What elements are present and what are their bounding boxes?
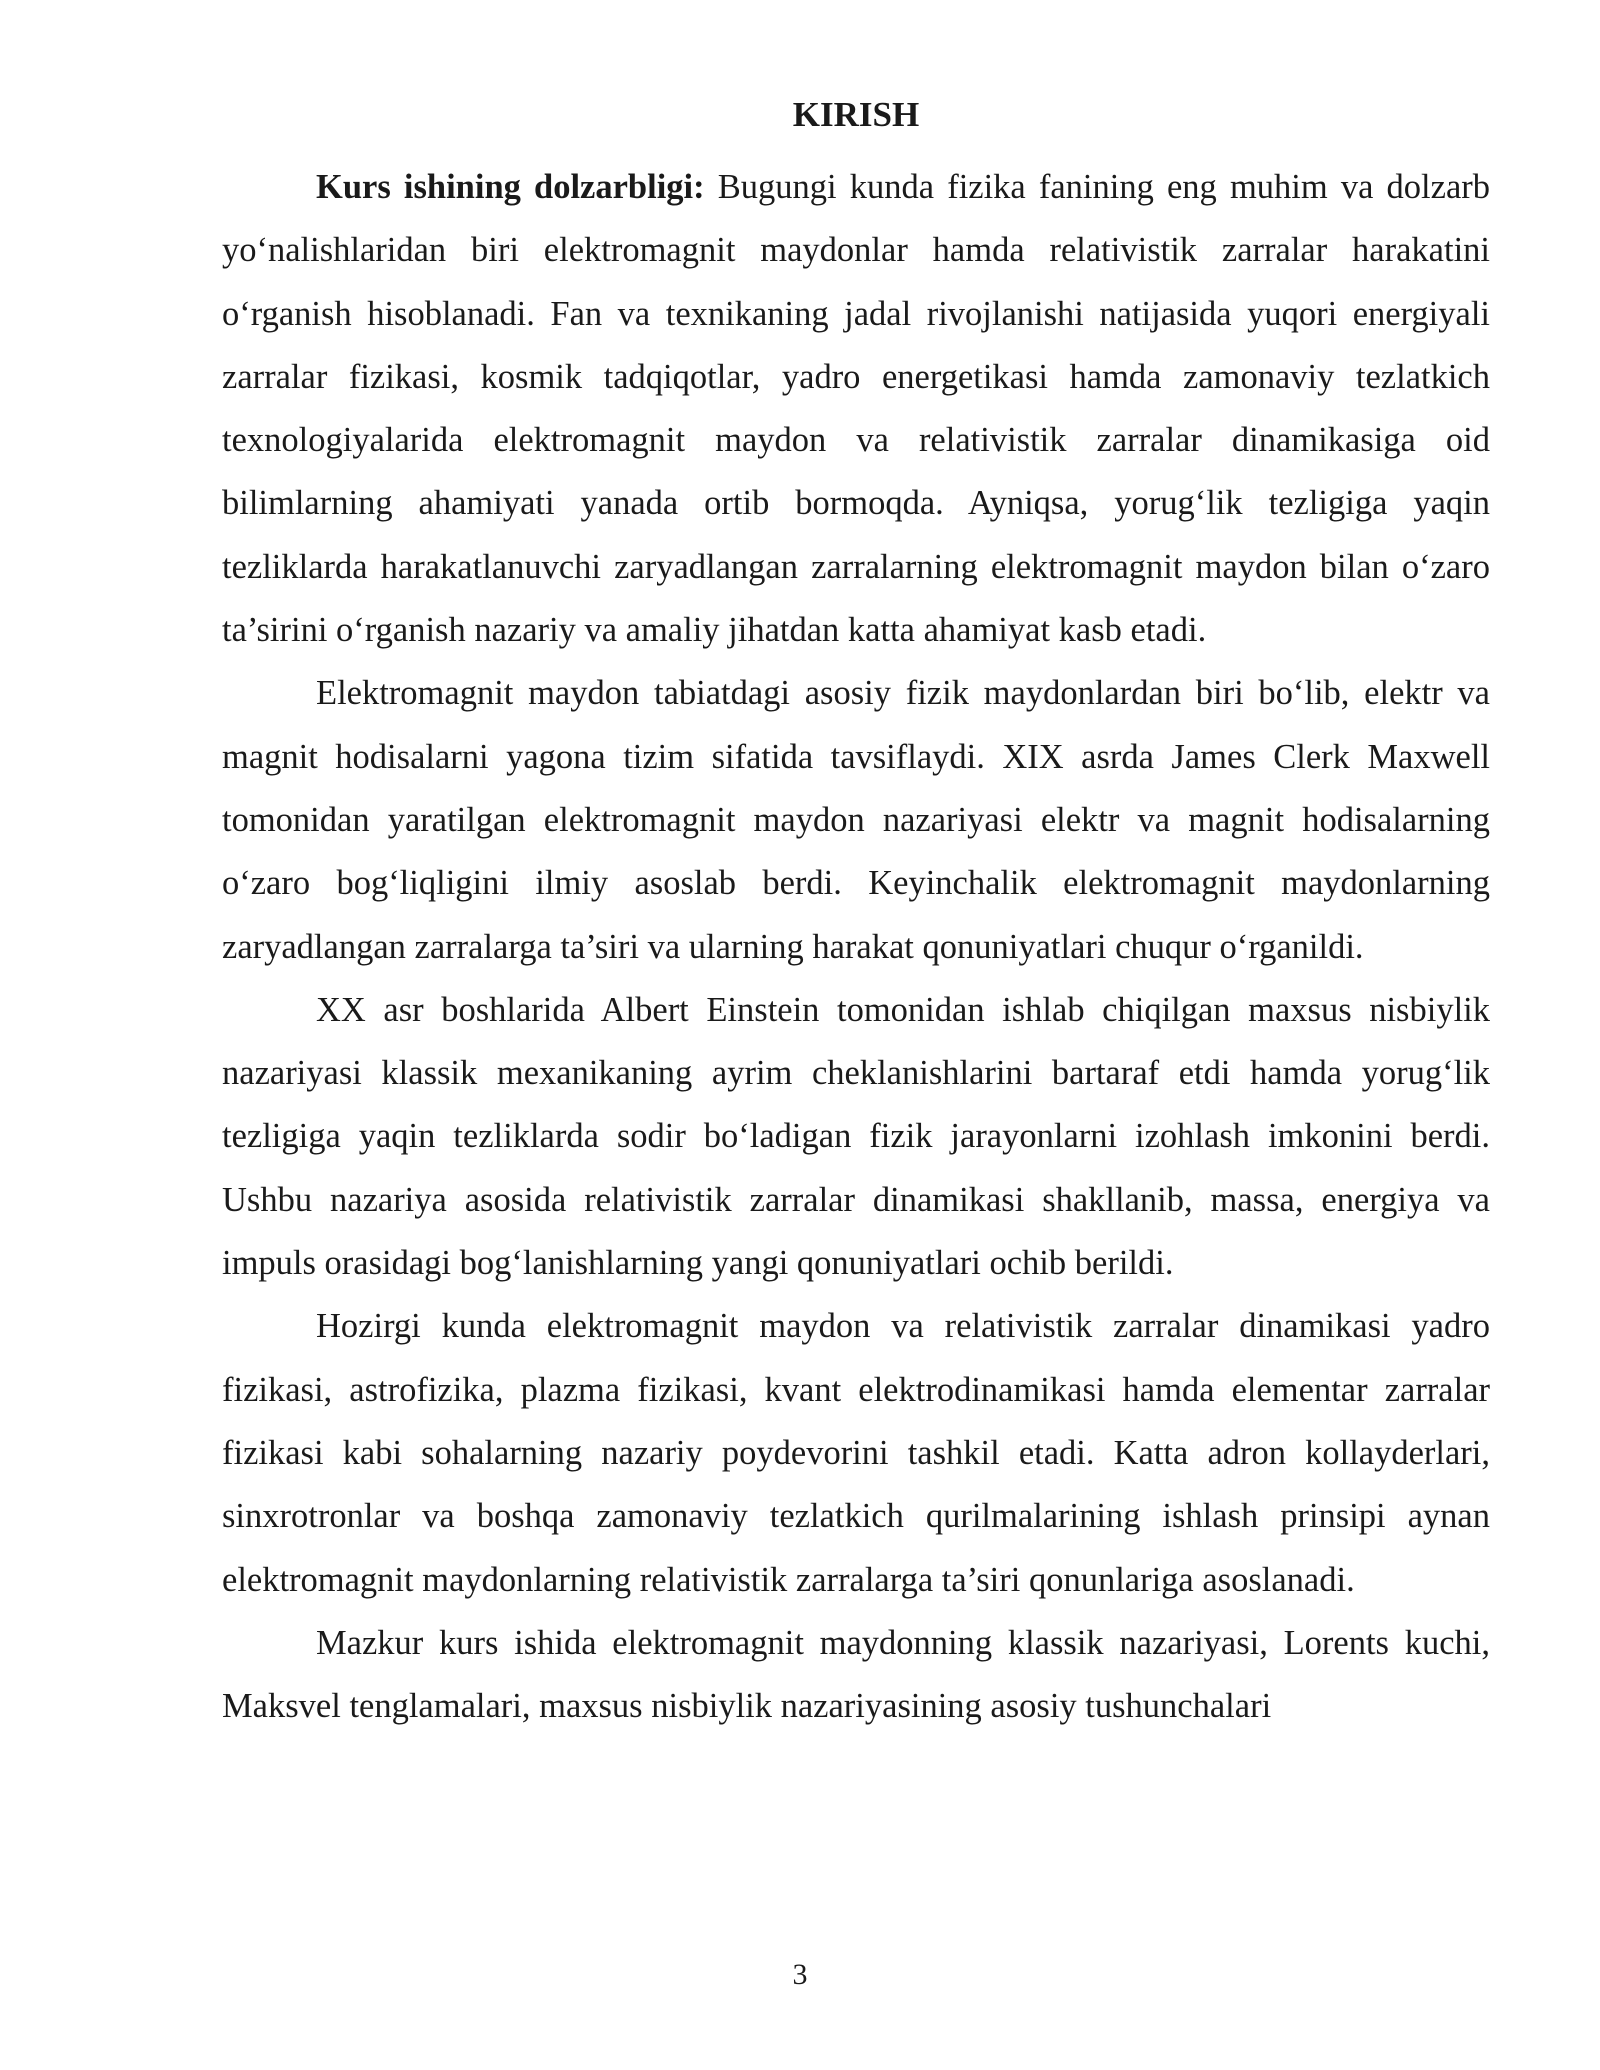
paragraph-text: Mazkur kurs ishida elektromagnit maydonning klassik nazariyasi, Lorents kuchi, Maksvel tenglamalari, maxsus nisbiylik nazariyasining asosiy tushunchalari (222, 1623, 1490, 1726)
section-title: KIRISH (792, 95, 920, 134)
paragraph-text: Bugungi kunda fizika fanining eng muhim va dolzarb yo‘nalishlaridan biri elektromagnit maydonlar hamda relativistik zarralar harakatini o‘rganish hisoblanadi. Fan va texnikaning jadal rivojlanishi natijasida yuqori energiyali zarralar fizikasi, kosmik tadqiqotlar, yadro energetikasi hamda zamonaviy tezlatkich texnologiyalarida elektromagnit maydon va relativistik zarralar dinamikasiga oid bilimlarning ahamiyati yanada ortib bormoqda. Ayniqsa, yorug‘lik tezligiga yaqin tezliklarda harakatlanuvchi zaryadlangan zarralarning elektromagnit maydon bilan o‘zaro ta’sirini o‘rganish nazariy va amaliy jihatdan katta ahamiyat kasb etadi. (222, 168, 1490, 650)
paragraph-electromagnetic-field (222, 662, 1490, 978)
page-number: 3 (792, 1958, 808, 1991)
document-page (222, 92, 1490, 1738)
paragraph-relativity (222, 979, 1490, 1295)
paragraph-text: XX asr boshlarida Albert Einstein tomonidan ishlab chiqilgan maxsus nisbiylik nazariyasi klassik mexanikaning ayrim cheklanishlarini bartaraf etdi hamda yorug‘lik tezligiga yaqin tezliklarda sodir bo‘ladigan fizik jarayonlarni izohlash imkonini berdi. Ushbu nazariya asosida relativistik zarralar dinamikasi shakllanib, massa, energiya va impuls orasidagi bog‘lanishlarning yangi qonuniyatlari ochib berildi. (222, 990, 1490, 1283)
paragraph-course-content (222, 1612, 1490, 1739)
paragraph-lead: Kurs ishining dolzarbligi: (316, 168, 705, 206)
paragraph-text: Hozirgi kunda elektromagnit maydon va relativistik zarralar dinamikasi yadro fizikasi, astrofizika, plazma fizikasi, kvant elektrodinamikasi hamda elementar zarralar fizikasi kabi sohalarning nazariy poydevorini tashkil etadi. Katta adron kollayderlari, sinxrotronlar va boshqa zamonaviy tezlatkich qurilmalarining ishlash prinsipi aynan elektromagnit maydonlarning relativistik zarralarga ta’siri qonunlariga asoslanadi. (222, 1307, 1490, 1599)
paragraph-text: Elektromagnit maydon tabiatdagi asosiy fizik maydonlardan biri bo‘lib, elektr va magnit hodisalarni yagona tizim sifatida tavsiflaydi. XIX asrda James Clerk Maxwell tomonidan yaratilgan elektromagnit maydon nazariyasi elektr va magnit hodisalarning o‘zaro bog‘liqligini ilmiy asoslab berdi. Keyinchalik elektromagnit maydonlarning zaryadlangan zarralarga ta’siri va ularning harakat qonuniyatlari chuqur o‘rganildi. (222, 674, 1490, 966)
paragraph-relevance (222, 156, 1490, 662)
paragraph-applications (222, 1295, 1490, 1611)
